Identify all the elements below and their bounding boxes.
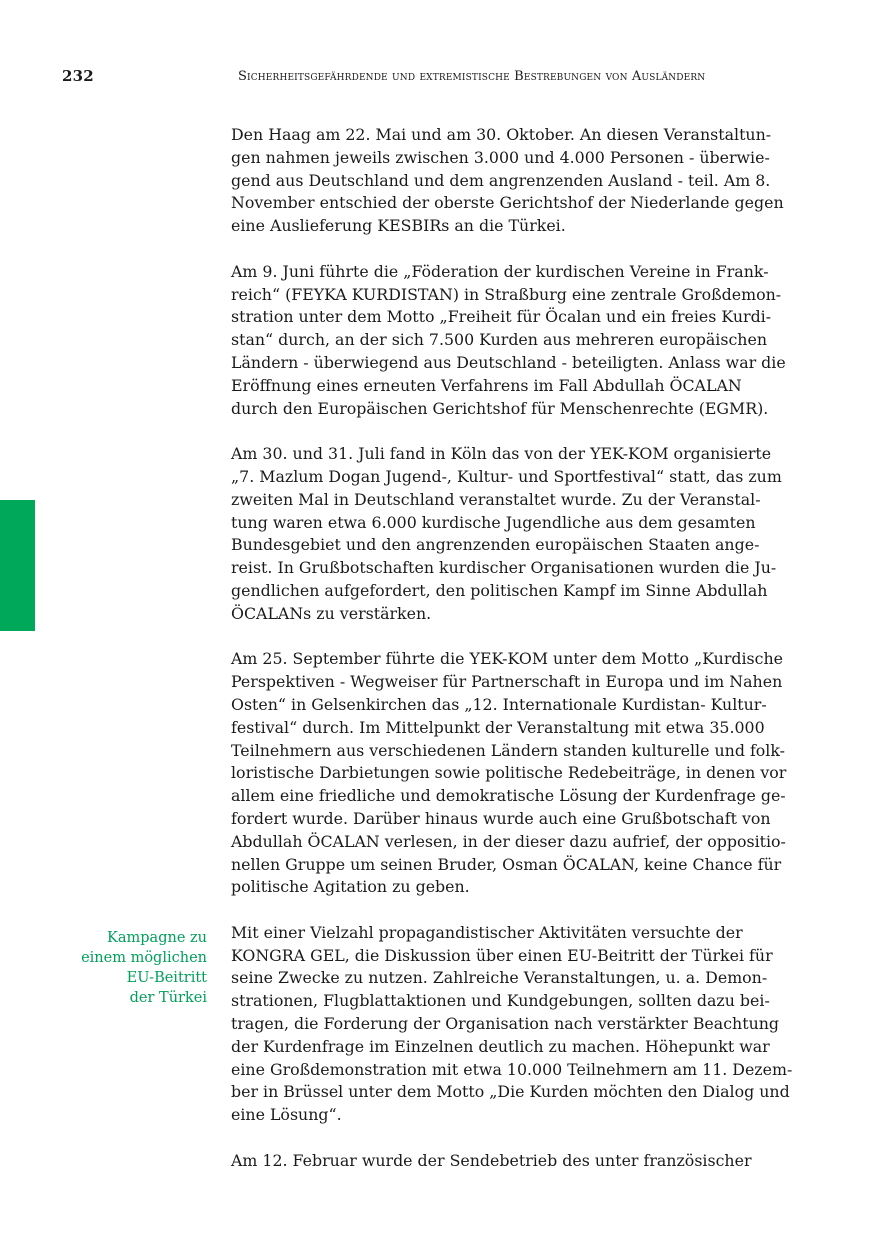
text-line: eine Auslieferung KESBIRs an die Türkei. <box>231 216 566 236</box>
text-line: Osten“ in Gelsenkirchen das „12. Internationale Kurdistan- Kultur- <box>231 694 767 714</box>
text-line: stan“ durch, an der sich 7.500 Kurden aus mehreren europäischen <box>231 330 768 350</box>
text-line: reist. In Grußbotschaften kurdischer Organisationen wurden die Ju- <box>231 558 777 578</box>
margin-note-line: der Türkei <box>129 990 207 1006</box>
text-line: Teilnehmern aus verschiedenen Ländern standen kulturelle und folk- <box>231 740 785 760</box>
chapter-side-tab <box>0 500 35 631</box>
text-line: ber in Brüssel unter dem Motto „Die Kurden möchten den Dialog und <box>231 1082 790 1102</box>
text-line: tung waren etwa 6.000 kurdische Jugendliche aus dem gesamten <box>231 512 756 532</box>
text-line: Abdullah ÖCALAN verlesen, in der dieser dazu aufrief, der oppositio- <box>231 831 786 851</box>
text-line: Ländern - überwiegend aus Deutschland - beteiligten. Anlass war die <box>231 352 786 372</box>
margin-note-line: einem möglichen <box>81 950 207 966</box>
text-line: durch den Europäischen Gerichtshof für Menschenrechte (EGMR). <box>231 398 769 418</box>
paragraph-strassburg <box>231 261 791 421</box>
text-line: gen nahmen jeweils zwischen 3.000 und 4.000 Personen - überwie- <box>231 147 770 167</box>
text-line: November entschied der oberste Gerichtshof der Niederlande gegen <box>231 193 784 213</box>
paragraph-gelsenkirchen <box>231 648 791 899</box>
text-line: zweiten Mal in Deutschland veranstaltet wurde. Zu der Veranstal- <box>231 489 761 509</box>
text-line: festival“ durch. Im Mittelpunkt der Veranstaltung mit etwa 35.000 <box>231 717 765 737</box>
paragraph-eu-beitritt <box>231 922 791 1127</box>
text-line: reich“ (FEYKA KURDISTAN) in Straßburg eine zentrale Großdemon- <box>231 284 782 304</box>
margin-note <box>40 928 207 1008</box>
paragraph-koeln-festival <box>231 443 791 625</box>
text-line: ÖCALANs zu verstärken. <box>231 603 432 623</box>
text-line: Am 12. Februar wurde der Sendebetrieb des unter französischer <box>231 1150 752 1170</box>
text-line: stration unter dem Motto „Freiheit für Öcalan und ein freies Kurdi- <box>231 307 772 327</box>
body-text <box>231 124 791 1195</box>
text-line: loristische Darbietungen sowie politische Redebeiträge, in denen vor <box>231 763 787 783</box>
text-line: Am 9. Juni führte die „Föderation der kurdischen Vereine in Frank- <box>231 261 769 281</box>
text-line: der Kurdenfrage im Einzelnen deutlich zu machen. Höhepunkt war <box>231 1036 770 1056</box>
text-line: Den Haag am 22. Mai und am 30. Oktober. An diesen Veranstaltun- <box>231 125 772 144</box>
text-line: eine Lösung“. <box>231 1105 342 1125</box>
text-line: politische Agitation zu geben. <box>231 877 470 897</box>
text-line: „7. Mazlum Dogan Jugend-, Kultur- und Sportfestival“ statt, das zum <box>231 466 782 486</box>
text-line: Eröffnung eines erneuten Verfahrens im Fall Abdullah ÖCALAN <box>231 375 742 395</box>
text-line: seine Zwecke zu nutzen. Zahlreiche Veranstaltungen, u. a. Demon- <box>231 968 768 988</box>
text-line: tragen, die Forderung der Organisation nach verstärkter Beachtung <box>231 1014 780 1034</box>
running-header: Sicherheitsgefährdende und extremistische Bestrebungen von Ausländern <box>238 69 706 84</box>
text-line: gendlichen aufgefordert, den politischen Kampf im Sinne Abdullah <box>231 580 768 600</box>
text-line: strationen, Flugblattaktionen und Kundgebungen, sollten dazu bei- <box>231 991 770 1011</box>
text-line: nellen Gruppe um seinen Bruder, Osman ÖCALAN, keine Chance für <box>231 854 782 874</box>
margin-note-line: EU-Beitritt <box>126 970 207 986</box>
text-line: Am 30. und 31. Juli fand in Köln das von der YEK-KOM organisierte <box>231 444 772 464</box>
text-line: Bundesgebiet und den angrenzenden europäischen Staaten ange- <box>231 535 760 555</box>
text-line: KONGRA GEL, die Diskussion über einen EU-Beitritt der Türkei für <box>231 945 773 965</box>
text-line: Perspektiven - Wegweiser für Partnerschaft in Europa und im Nahen <box>231 672 783 692</box>
page-number: 232 <box>62 67 94 85</box>
text-line: Am 25. September führte die YEK-KOM unter dem Motto „Kurdische <box>231 649 784 669</box>
text-line: allem eine friedliche und demokratische Lösung der Kurdenfrage ge- <box>231 786 786 806</box>
text-line: Mit einer Vielzahl propagandistischer Aktivitäten versuchte der <box>231 922 743 942</box>
text-line: gend aus Deutschland und dem angrenzenden Ausland - teil. Am 8. <box>231 170 771 190</box>
margin-note-line: Kampagne zu <box>107 930 207 946</box>
text-line: eine Großdemonstration mit etwa 10.000 Teilnehmern am 11. Dezem- <box>231 1059 793 1079</box>
paragraph-sendebetrieb <box>231 1150 791 1173</box>
text-line: fordert wurde. Darüber hinaus wurde auch eine Grußbotschaft von <box>231 808 771 828</box>
paragraph-den-haag <box>231 124 791 238</box>
